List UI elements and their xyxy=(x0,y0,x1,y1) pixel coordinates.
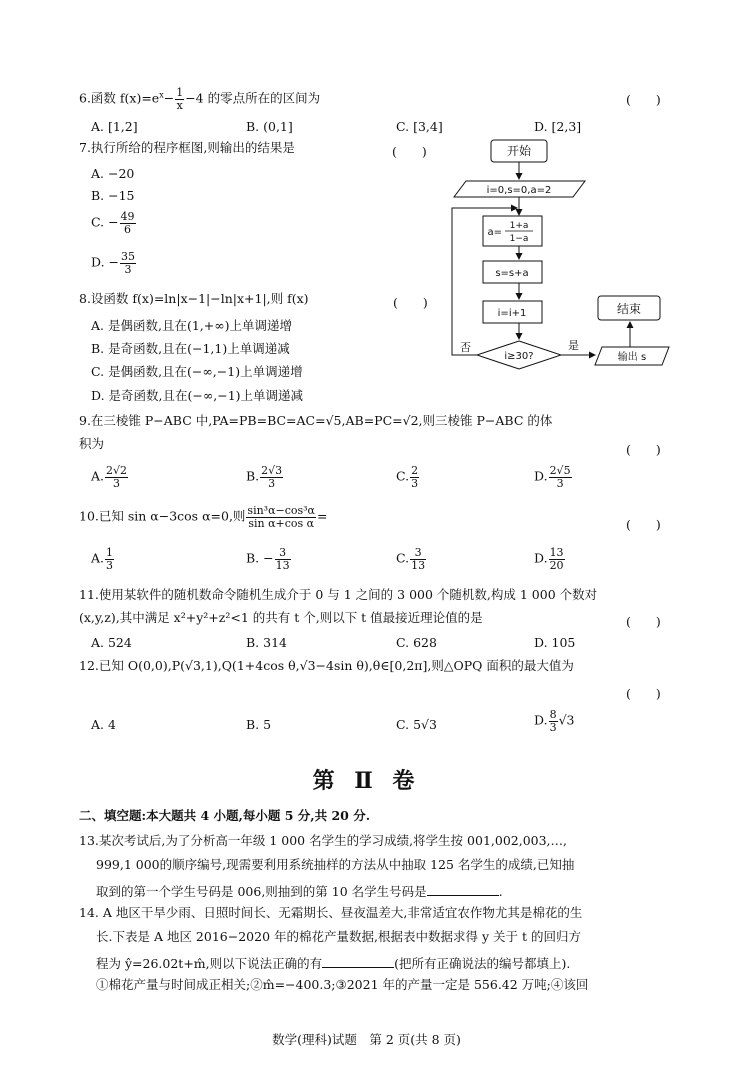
q9-option-d: D. $\frac{2√5}{3}$ xyxy=(534,464,571,490)
q13-line3: 取到的第一个学生号码是 006,则抽到的第 10 名学生号码是 . xyxy=(96,884,503,899)
q12-answer-paren: ( ) xyxy=(626,686,661,701)
flow-accumulate-label: s=s+a xyxy=(495,268,529,279)
q9-line2: 积为 xyxy=(79,436,105,451)
q11-option-d: D. 105 xyxy=(534,635,576,650)
flow-condition-label: i≥30? xyxy=(504,351,534,362)
q8-stem: 8.设函数 f(x)=ln|x−1|−ln|x+1|,则 f(x) xyxy=(79,291,309,306)
q10-option-c: C. $\frac{3}{13}$ xyxy=(396,546,426,572)
q6-option-c: C. [3,4] xyxy=(396,119,443,134)
q11-line2: (x,y,z),其中满足 x²+y²+z²<1 的共有 t 个,则以下 t 值最接近理论值的是 xyxy=(79,610,483,625)
q12-option-b: B. 5 xyxy=(246,717,272,732)
q12-option-c: C. 5√3 xyxy=(396,717,437,732)
q6-fraction: $\frac{1}{x}$ xyxy=(176,86,184,112)
flow-assign-a-label: a= xyxy=(487,227,502,238)
q7-option-c: C. − $\frac{49}{6}$ xyxy=(91,210,135,236)
flow-init-label: i=0,s=0,a=2 xyxy=(486,185,552,196)
flow-assign-num: 1+a xyxy=(509,221,529,231)
section-heading: 二、填空题:本大题共 4 小题,每小题 5 分,共 20 分. xyxy=(79,808,371,823)
q6-option-a: A. [1,2] xyxy=(91,119,138,134)
q13-line1: 13.某次考试后,为了分析高一年级 1 000 名学生的学习成绩,将学生按 001,002,003,…, xyxy=(79,833,568,848)
q10-stem: 10.已知 sin α−3cos α=0,则 $\frac{\text{sin³α−cos³α}}{\text{sin α+cos α}}$ = xyxy=(79,504,328,530)
q8-answer-paren: ( ) xyxy=(393,295,428,310)
q9-option-b: B. $\frac{2√3}{3}$ xyxy=(246,464,283,490)
q11-line1: 11.使用某软件的随机数命令随机生成介于 0 与 1 之间的 3 000 个随机数,构成 1 000 个数对 xyxy=(79,587,598,602)
q14-answer-blank[interactable] xyxy=(322,955,394,968)
q7-option-b: B. −15 xyxy=(91,188,135,203)
q10-option-d: D. $\frac{13}{20}$ xyxy=(534,546,564,572)
q7-option-d: D. − $\frac{35}{3}$ xyxy=(91,250,135,276)
q12-option-d: D. $\frac{8}{3}$ √3 xyxy=(534,708,575,734)
q10-option-b: B. − $\frac{3}{13}$ xyxy=(246,546,290,572)
section-title: 第 Ⅱ 卷 xyxy=(312,768,421,794)
q7-stem: 7.执行所给的程序框图,则输出的结果是 xyxy=(79,140,295,155)
flow-start-label: 开始 xyxy=(506,144,532,158)
q6-stem: 6.函数 $f(x)=e^x-$ $\frac{1}{x}$ −4 的零点所在的区间为 xyxy=(79,86,321,112)
flow-output-label: 输出 s xyxy=(617,352,647,363)
page-footer: 数学(理科)试题 第 2 页(共 8 页) xyxy=(272,1032,461,1047)
q9-option-c: C. $\frac{2}{3}$ xyxy=(396,464,419,490)
q10-answer-paren: ( ) xyxy=(626,517,661,532)
q13-line2: 999,1 000的顺序编号,现需要利用系统抽样的方法从中抽取 125 名学生的成绩,已知抽 xyxy=(96,857,575,872)
q6-option-d: D. [2,3] xyxy=(534,119,582,134)
q11-option-c: C. 628 xyxy=(396,635,437,650)
flow-yes-label: 是 xyxy=(568,339,579,352)
q11-answer-paren: ( ) xyxy=(626,614,661,629)
flow-assign-den: 1−a xyxy=(509,234,529,244)
flow-end-label: 结束 xyxy=(616,302,642,316)
q8-option-b: B. 是奇函数,且在(−1,1)上单调递减 xyxy=(91,341,290,356)
q7-option-a: A. −20 xyxy=(91,166,135,181)
flow-no-label: 否 xyxy=(460,341,471,354)
q9-option-a: A. $\frac{2√2}{3}$ xyxy=(91,464,128,490)
q14-line1: 14. A 地区干旱少雨、日照时间长、无霜期长、昼夜温差大,非常适宜农作物尤其是棉花的生 xyxy=(79,905,583,920)
q8-option-c: C. 是偶函数,且在(−∞,−1)上单调递增 xyxy=(91,364,303,379)
q9-answer-paren: ( ) xyxy=(626,442,661,457)
q10-option-a: A. $\frac{1}{3}$ xyxy=(91,546,114,572)
q12-line1: 12.已知 O(0,0),P(√3,1),Q(1+4cos θ,√3−4sin θ),θ∈[0,2π],则△OPQ 面积的最大值为 xyxy=(79,658,574,673)
q6-option-b: B. (0,1] xyxy=(246,119,293,134)
q14-line2: 长.下表是 A 地区 2016−2020 年的棉花产量数据,根据表中数据求得 y 关于 t 的回归方 xyxy=(96,929,581,944)
q7-answer-paren: ( ) xyxy=(392,144,427,159)
q13-answer-blank[interactable] xyxy=(427,883,499,896)
q8-option-a: A. 是偶函数,且在(1,+∞)上单调递增 xyxy=(91,318,293,333)
q12-option-a: A. 4 xyxy=(91,717,116,732)
q11-option-b: B. 314 xyxy=(246,635,287,650)
q11-option-a: A. 524 xyxy=(91,635,132,650)
q14-line4: ①棉花产量与时间成正相关;②m̂=−400.3;③2021 年的产量一定是 556.42 万吨;④该回 xyxy=(96,977,589,992)
q9-line1: 9.在三棱锥 P−ABC 中,PA=PB=BC=AC=√5,AB=PC=√2,则三棱锥 P−ABC 的体 xyxy=(79,413,553,428)
q6-answer-paren: ( ) xyxy=(626,92,661,107)
program-flowchart xyxy=(440,136,685,376)
q8-option-d: D. 是奇函数,且在(−∞,−1)上单调递减 xyxy=(91,388,304,403)
flow-increment-label: i=i+1 xyxy=(497,308,527,319)
q14-line3: 程为 ŷ=26.02t+m̂,则以下说法正确的有 (把所有正确说法的编号都填上). xyxy=(96,956,571,971)
